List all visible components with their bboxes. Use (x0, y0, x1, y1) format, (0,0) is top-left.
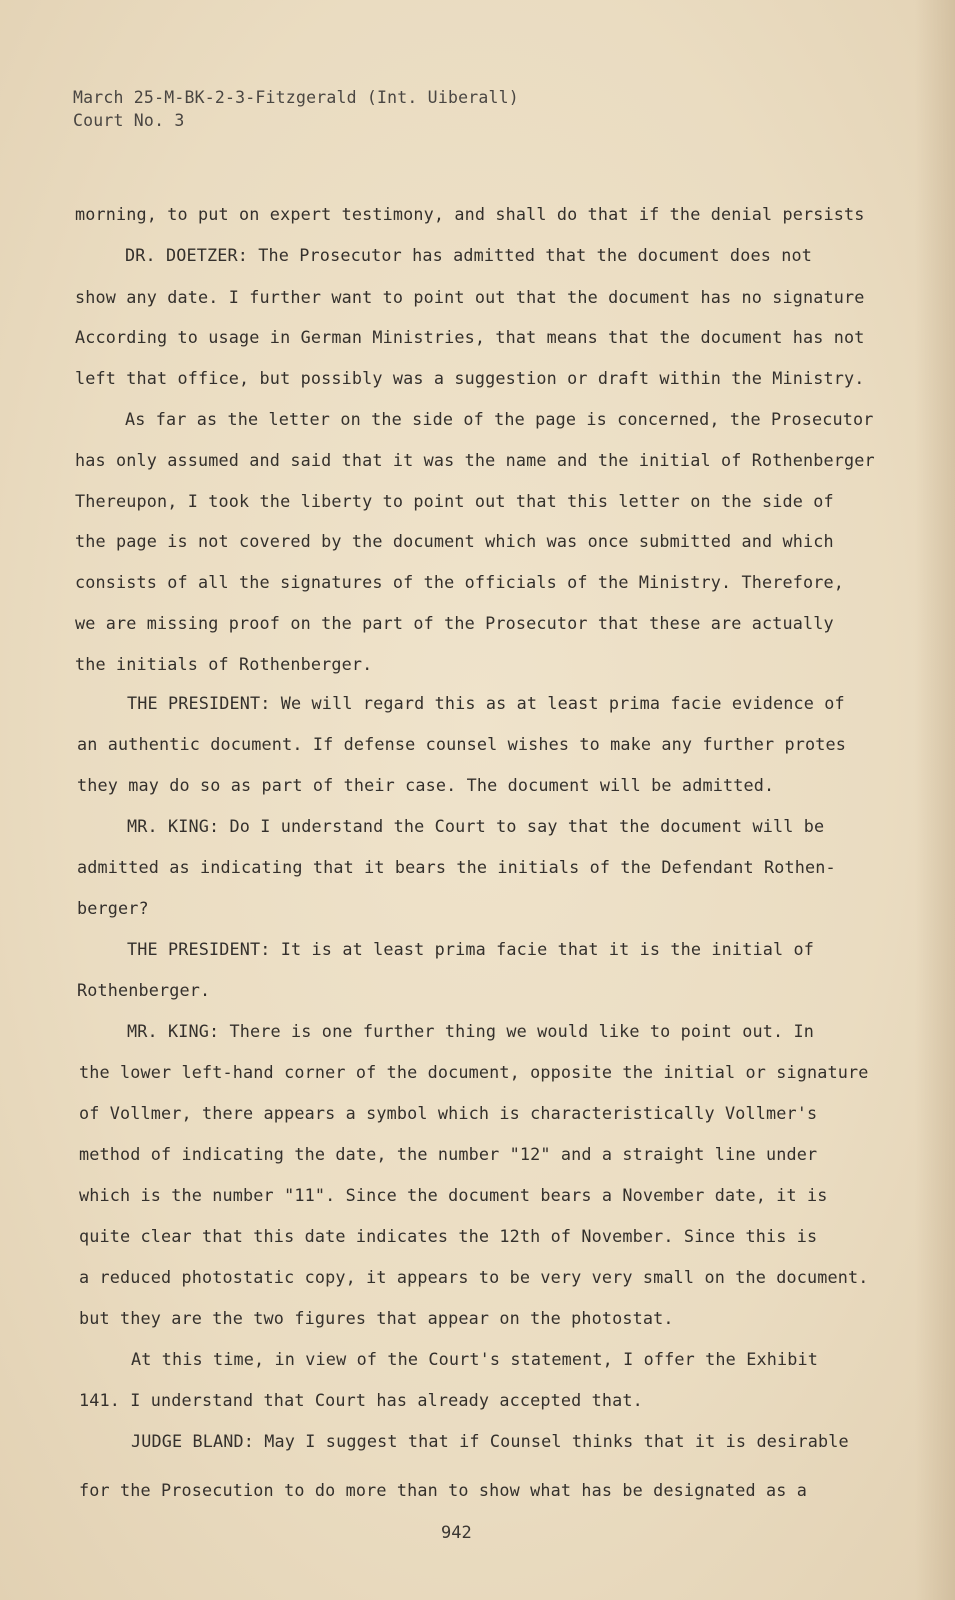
transcript-line: berger? (77, 898, 149, 918)
transcript-line: show any date. I further want to point out that the document has no signature (75, 287, 865, 307)
transcript-line: for the Prosecution to do more than to show what has be designated as a (79, 1480, 807, 1500)
transcript-line: As far as the letter on the side of the page is concerned, the Prosecutor (125, 409, 874, 429)
transcript-line: we are missing proof on the part of the Prosecutor that these are actually (75, 613, 834, 633)
transcript-line: MR. KING: There is one further thing we would like to point out. In (127, 1021, 814, 1041)
transcript-line: but they are the two figures that appear on the photostat. (79, 1308, 674, 1328)
transcript-line: left that office, but possibly was a suggestion or draft within the Ministry. (75, 368, 865, 388)
transcript-line: Thereupon, I took the liberty to point out that this letter on the side of (75, 491, 834, 511)
transcript-line: consists of all the signatures of the officials of the Ministry. Therefore, (75, 572, 844, 592)
transcript-line: the initials of Rothenberger. (75, 654, 373, 674)
transcript-line: they may do so as part of their case. The document will be admitted. (77, 775, 775, 795)
transcript-line: 141. I understand that Court has already accepted that. (79, 1390, 643, 1410)
transcript-line: DR. DOETZER: The Prosecutor has admitted that the document does not (125, 245, 812, 265)
transcript-line: of Vollmer, there appears a symbol which is characteristically Vollmer's (79, 1103, 818, 1123)
transcript-line: JUDGE BLAND: May I suggest that if Counsel thinks that it is desirable (131, 1431, 849, 1451)
transcript-line: the page is not covered by the document which was once submitted and which (75, 531, 834, 551)
transcript-line: MR. KING: Do I understand the Court to say that the document will be (127, 816, 825, 836)
transcript-line: method of indicating the date, the number "12" and a straight line under (79, 1144, 818, 1164)
transcript-line: an authentic document. If defense counsel wishes to make any further protes (77, 734, 846, 754)
transcript-line: THE PRESIDENT: It is at least prima facie that it is the initial of (127, 939, 814, 959)
document-header (73, 86, 519, 132)
transcript-line: THE PRESIDENT: We will regard this as at least prima facie evidence of (127, 693, 845, 713)
transcript-line: admitted as indicating that it bears the initials of the Defendant Rothen- (77, 857, 836, 877)
transcript-line: According to usage in German Ministries, that means that the document has not (75, 327, 865, 347)
transcript-line: which is the number "11". Since the document bears a November date, it is (79, 1185, 828, 1205)
transcript-line: a reduced photostatic copy, it appears to be very very small on the document. (79, 1267, 869, 1287)
page-number: 942 (441, 1523, 472, 1543)
transcript-line: quite clear that this date indicates the 12th of November. Since this is (79, 1226, 818, 1246)
transcript-line: morning, to put on expert testimony, and shall do that if the denial persists (75, 204, 865, 224)
page-edge-shadow (915, 0, 955, 1600)
transcript-line: has only assumed and said that it was the name and the initial of Rothenberger (75, 450, 875, 470)
transcript-line: At this time, in view of the Court's statement, I offer the Exhibit (131, 1349, 818, 1369)
header-line-case: March 25-M-BK-2-3-Fitzgerald (Int. Uiberall) (73, 88, 519, 107)
header-line-court: Court No. 3 (73, 111, 185, 130)
transcript-line: Rothenberger. (77, 980, 211, 1000)
transcript-line: the lower left-hand corner of the document, opposite the initial or signature (79, 1062, 869, 1082)
